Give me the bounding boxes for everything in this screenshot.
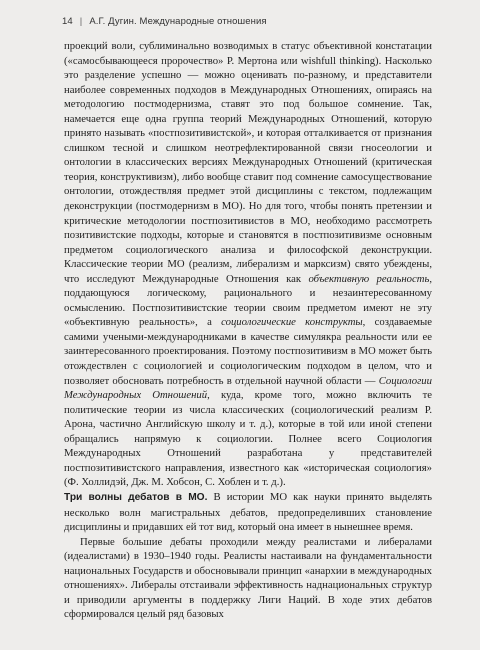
header-separator: |: [79, 16, 83, 27]
body-text: [64, 39, 432, 622]
section-title: Три волны дебатов в МО.: [64, 491, 208, 503]
emphasis-sociological-constructs: социологические конструкты: [221, 316, 363, 329]
running-title: А.Г. Дугин. Международные отношения: [89, 16, 267, 27]
emphasis-sociology-ir: Социологии Международных Отношений: [64, 374, 432, 402]
section-paragraph: [64, 490, 432, 535]
text-span: , поддающуюся логическому, рационального и незаинтересованному осмыслению. Постпозитивистские теории своим предметом имеют не эту «объективную реальность», а: [64, 272, 432, 329]
text-span: , создаваемые самими учеными-международниками в качестве симулякра реальности или ее заинтересованного проектирования. Поэтому постпозитивизм в МО может быть отождествлен с социологией и социологическим подходом в целом, что и позволяет обосновать потребность в отдельной научной области —: [64, 316, 432, 387]
text-span: В истории МО как науки принято выделять несколько волн магистральных дебатов, предопределивших становление дисциплины и придавших ей тот вид, который она имеет в нынешнее время.: [64, 490, 432, 534]
text-span: , куда, кроме того, можно включить те политические теории из числа классических (социологический реализм Р. Арона, частично Английскую школу и т. д.), которые в той или иной степени обращались напрямую к социологии. Полнее всего Социология Международных Отношений разработана у представителей постпозитивистского направления, известного как «историческая социология» (Ф. Холлидэй, Дж. М. Хобсон, С. Хоблен и т. д.).: [64, 389, 432, 489]
paragraph-continuation: [64, 39, 432, 490]
paragraph: Первые большие дебаты проходили между реалистами и либералами (идеалистами) в 1930–1940 годы. Реалисты настаивали на фундаментальности национальных Государств и обосновывали принцип «анархии в международных отношениях». Либералы отстаивали эффективность наднациональных структур и приводили аргументы в поддержку Лиги Наций. В ходе этих дебатов сформировался целый ряд базовых: [64, 535, 432, 621]
running-header: [62, 16, 267, 27]
text-span: проекций воли, сублиминально возводимых в статус объективной констатации («самосбывающееся пророчество» Р. Мертона или wishfull thinking). Насколько это разделение успешно — можно оценивать по-разному, и представители наиболее современных подходов в Международных Отношениях, опираясь на методологию постмодернизма, ставят это под большое сомнение. Так, намечается еще одна группа теорий Международных Отношений, которую принято называть «постпозитивистской», и которая отталкивается от признания слишком тесной и слишком неотрефлектированной связи гносеологии и онтологии в классических версиях Международных Отношений (критическая теория, конструктивизм), либо вообще ставит под сомнение самосуществование онтологии, отождествляя предмет этой дисциплины с текстом, подлежащим деконструкции (постмодернизм в МО). Но для того, чтобы понять претензии и критические методологии постпозитивистов в МО, необходимо рассмотреть позитивистские подходы, которые и становятся в постпозитивизме основным предметом социологического анализа и философской деконструкции. Классические теории МО (реализм, либерализм и марксизм) свято убеждены, что исследуют Международные Отношения как: [64, 40, 432, 285]
emphasis-objective-reality: объективную реальность: [308, 272, 430, 285]
page-number: 14: [62, 16, 73, 27]
